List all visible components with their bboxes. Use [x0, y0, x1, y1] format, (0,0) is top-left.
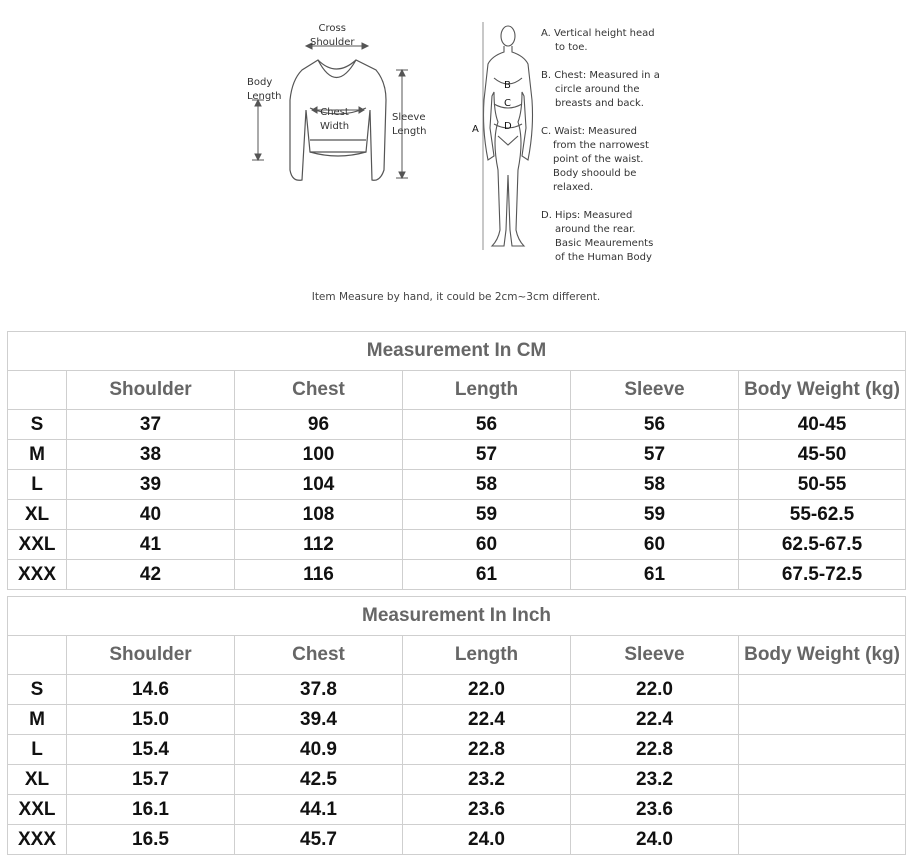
definition-a — [541, 27, 655, 55]
value-cell: 23.2 — [403, 765, 571, 795]
sleeve-length-label-line2: Length — [392, 126, 427, 137]
table-title: Measurement In CM — [8, 332, 906, 371]
value-cell: 15.4 — [67, 735, 235, 765]
size-table-inch — [7, 596, 906, 855]
definition-line: circle around the — [555, 84, 640, 95]
table-row — [8, 530, 906, 560]
size-cell: XL — [8, 500, 67, 530]
definition-c — [541, 125, 649, 195]
table-title: Measurement In Inch — [8, 597, 906, 636]
value-cell: 61 — [571, 560, 739, 590]
table-row — [8, 560, 906, 590]
value-cell: 50-55 — [739, 470, 906, 500]
value-cell — [739, 735, 906, 765]
value-cell — [739, 675, 906, 705]
value-cell: 104 — [235, 470, 403, 500]
value-cell: 15.7 — [67, 765, 235, 795]
header-cell: Sleeve — [571, 636, 739, 675]
value-cell: 24.0 — [571, 825, 739, 855]
body-letter-b: B — [504, 80, 511, 91]
size-cell: XXX — [8, 560, 67, 590]
definition-line: C. Waist: Measured — [541, 126, 638, 137]
value-cell: 116 — [235, 560, 403, 590]
table-row — [8, 410, 906, 440]
size-cell: L — [8, 735, 67, 765]
table-row — [8, 825, 906, 855]
value-cell: 37.8 — [235, 675, 403, 705]
value-cell: 16.5 — [67, 825, 235, 855]
diagram-drawing — [0, 0, 912, 325]
table-row — [8, 705, 906, 735]
body-letter-c: C — [504, 98, 511, 109]
size-table-cm — [7, 331, 906, 590]
table-row — [8, 440, 906, 470]
value-cell: 56 — [403, 410, 571, 440]
definition-line: around the rear. — [555, 224, 636, 235]
size-cell: S — [8, 675, 67, 705]
header-cell: Chest — [235, 371, 403, 410]
body-letter-a: A — [472, 124, 479, 135]
table-row — [8, 765, 906, 795]
value-cell: 39 — [67, 470, 235, 500]
value-cell: 15.0 — [67, 705, 235, 735]
value-cell: 39.4 — [235, 705, 403, 735]
value-cell: 59 — [403, 500, 571, 530]
value-cell: 16.1 — [67, 795, 235, 825]
table-header-row — [8, 371, 906, 410]
body-letter-d: D — [504, 121, 512, 132]
chest-width-label-line2: Width — [320, 121, 350, 132]
cross-shoulder-label-line1: Cross — [318, 23, 346, 34]
definition-line: to toe. — [555, 42, 588, 53]
definition-line: point of the waist. — [553, 154, 644, 165]
value-cell: 57 — [403, 440, 571, 470]
human-body-illustration — [484, 26, 533, 246]
body-length-label-line1: Body — [247, 77, 273, 88]
cross-shoulder-label-line2: Shoulder — [310, 37, 355, 48]
value-cell: 40-45 — [739, 410, 906, 440]
definition-line: A. Vertical height head — [541, 28, 655, 39]
value-cell: 22.8 — [403, 735, 571, 765]
measure-note: Item Measure by hand, it could be 2cm~3cm different. — [311, 291, 601, 303]
header-cell: Chest — [235, 636, 403, 675]
size-cell: XXL — [8, 795, 67, 825]
chest-width-label — [320, 106, 349, 134]
value-cell: 22.0 — [571, 675, 739, 705]
value-cell: 59 — [571, 500, 739, 530]
value-cell: 22.0 — [403, 675, 571, 705]
sleeve-length-label-line1: Sleeve — [392, 112, 426, 123]
cross-shoulder-label — [310, 22, 355, 50]
table-row — [8, 470, 906, 500]
header-cell: Body Weight (kg) — [739, 636, 906, 675]
header-cell: Length — [403, 636, 571, 675]
header-cell: Shoulder — [67, 636, 235, 675]
definition-line: of the Human Body — [555, 252, 652, 263]
value-cell: 22.8 — [571, 735, 739, 765]
value-cell: 67.5-72.5 — [739, 560, 906, 590]
body-length-label-line2: Length — [247, 91, 282, 102]
header-cell: Sleeve — [571, 371, 739, 410]
size-cell: S — [8, 410, 67, 440]
definition-b — [541, 69, 660, 111]
value-cell: 44.1 — [235, 795, 403, 825]
value-cell: 23.6 — [571, 795, 739, 825]
value-cell: 23.6 — [403, 795, 571, 825]
header-cell: Shoulder — [67, 371, 235, 410]
value-cell: 55-62.5 — [739, 500, 906, 530]
size-cell: M — [8, 440, 67, 470]
definition-line: B. Chest: Measured in a — [541, 70, 660, 81]
header-cell: Body Weight (kg) — [739, 371, 906, 410]
value-cell: 22.4 — [571, 705, 739, 735]
value-cell: 45.7 — [235, 825, 403, 855]
value-cell: 41 — [67, 530, 235, 560]
header-cell: Length — [403, 371, 571, 410]
value-cell: 62.5-67.5 — [739, 530, 906, 560]
definition-line: Basic Meaurements — [555, 238, 654, 249]
value-cell: 60 — [403, 530, 571, 560]
definition-d — [541, 209, 653, 265]
value-cell: 112 — [235, 530, 403, 560]
definition-line: relaxed. — [553, 182, 594, 193]
value-cell: 57 — [571, 440, 739, 470]
value-cell: 38 — [67, 440, 235, 470]
size-cell: M — [8, 705, 67, 735]
value-cell: 61 — [403, 560, 571, 590]
table-header-row — [8, 636, 906, 675]
body-length-arrow — [252, 100, 264, 160]
value-cell: 24.0 — [403, 825, 571, 855]
header-cell — [8, 371, 67, 410]
value-cell: 40.9 — [235, 735, 403, 765]
value-cell: 14.6 — [67, 675, 235, 705]
value-cell — [739, 765, 906, 795]
body-length-label — [247, 76, 282, 104]
table-row — [8, 675, 906, 705]
measurement-diagram — [0, 0, 912, 325]
value-cell: 42.5 — [235, 765, 403, 795]
definition-line: from the narrowest — [553, 140, 649, 151]
value-cell: 56 — [571, 410, 739, 440]
value-cell — [739, 795, 906, 825]
header-cell — [8, 636, 67, 675]
size-cell: XXX — [8, 825, 67, 855]
sleeve-length-label — [392, 111, 427, 139]
value-cell: 58 — [403, 470, 571, 500]
size-cell: XL — [8, 765, 67, 795]
value-cell: 37 — [67, 410, 235, 440]
table-row — [8, 795, 906, 825]
value-cell: 40 — [67, 500, 235, 530]
value-cell: 22.4 — [403, 705, 571, 735]
value-cell — [739, 825, 906, 855]
definition-line: Body shoould be — [553, 168, 637, 179]
definition-line: D. Hips: Measured — [541, 210, 633, 221]
value-cell: 108 — [235, 500, 403, 530]
value-cell: 42 — [67, 560, 235, 590]
value-cell — [739, 705, 906, 735]
size-cell: XXL — [8, 530, 67, 560]
table-row — [8, 735, 906, 765]
value-cell: 60 — [571, 530, 739, 560]
value-cell: 100 — [235, 440, 403, 470]
value-cell: 45-50 — [739, 440, 906, 470]
table-row — [8, 500, 906, 530]
size-cell: L — [8, 470, 67, 500]
definition-line: breasts and back. — [555, 98, 644, 109]
value-cell: 96 — [235, 410, 403, 440]
chest-width-label-line1: Chest — [320, 107, 349, 118]
value-cell: 58 — [571, 470, 739, 500]
value-cell: 23.2 — [571, 765, 739, 795]
